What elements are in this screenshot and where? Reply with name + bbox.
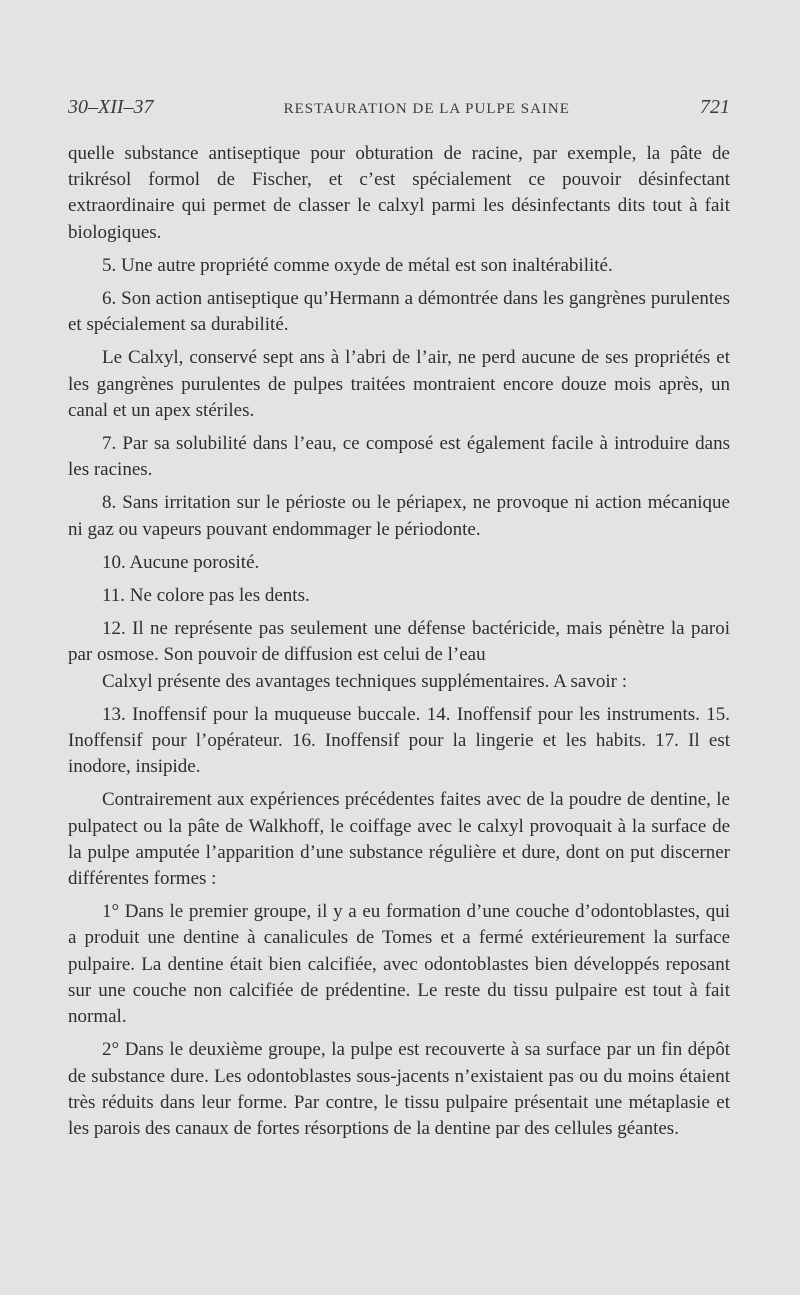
paragraph: 12. Il ne représente pas seulement une défense bactéricide, mais pénètre la paroi par osmose. Son pouvoir de diffusion est celui de l’eau <box>68 618 730 666</box>
paragraph: quelle substance antiseptique pour obturation de racine, par exemple, la pâte de trikrésol formol de Fischer, et c’est spécialement ce pouvoir désinfectant extraordinaire qui permet de classer le calxyl parmi les désinfectants dits tout à fait biologiques. <box>68 143 730 243</box>
paragraph: 7. Par sa solubilité dans l’eau, ce composé est également facile à introduire dans les racines. <box>68 433 730 481</box>
paragraph: 8. Sans irritation sur le périoste ou le périapex, ne provoque ni action mécanique ni gaz ou vapeurs pouvant endommager le périodonte. <box>68 492 730 540</box>
page-number: 721 <box>699 96 730 118</box>
paragraph: Contrairement aux expériences précédentes faites avec de la poudre de dentine, le pulpatect ou la pâte de Walkhoff, le coiffage avec le calxyl provoquait à la surface de la pulpe amputée l’apparition d’une substance régulière et dure, dont on put discerner différentes formes : <box>68 789 730 890</box>
running-header <box>68 96 730 119</box>
paragraph: Calxyl présente des avantages techniques supplémentaires. A savoir : <box>102 670 627 692</box>
paragraph: 6. Son action antiseptique qu’Hermann a démontrée dans les gangrènes purulentes et spécialement sa durabilité. <box>68 288 730 336</box>
body-text <box>68 141 730 1142</box>
paragraph: 11. Ne colore pas les dents. <box>102 585 310 607</box>
header-date: 30–XII–37 <box>68 96 154 118</box>
paragraph: 1° Dans le premier groupe, il y a eu formation d’une couche d’odontoblastes, qui a produit une dentine à canalicules de Tomes et a fermé extérieurement la surface pulpaire. La dentine était bien calcifiée, avec odontoblastes bien développés reposant sur une couche non calcifiée de prédentine. Le reste du tissu pulpaire est tout à fait normal. <box>68 901 730 1028</box>
paragraph: 2° Dans le deuxième groupe, la pulpe est recouverte à sa surface par un fin dépôt de substance dure. Les odontoblastes sous-jacents n’existaient pas ou du moins étaient très réduits dans leur forme. Par contre, le tissu pulpaire présentait une métaplasie et les parois des canaux de fortes résorptions de la dentine par des cellules géantes. <box>68 1039 730 1139</box>
paragraph: 13. Inoffensif pour la muqueuse buccale. 14. Inoffensif pour les instruments. 15. Inoffensif pour l’opérateur. 16. Inoffensif pour la lingerie et les habits. 17. Il est inodore, insipide. <box>68 703 730 778</box>
paragraph: 5. Une autre propriété comme oxyde de métal est son inaltérabilité. <box>102 254 613 276</box>
running-title: RESTAURATION DE LA PULPE SAINE <box>283 101 570 117</box>
paragraph: 10. Aucune porosité. <box>102 551 260 573</box>
paragraph: Le Calxyl, conservé sept ans à l’abri de l’air, ne perd aucune de ses propriétés et les gangrènes purulentes de pulpes traitées montraient encore douze mois après, un canal et un apex stériles. <box>68 347 730 421</box>
